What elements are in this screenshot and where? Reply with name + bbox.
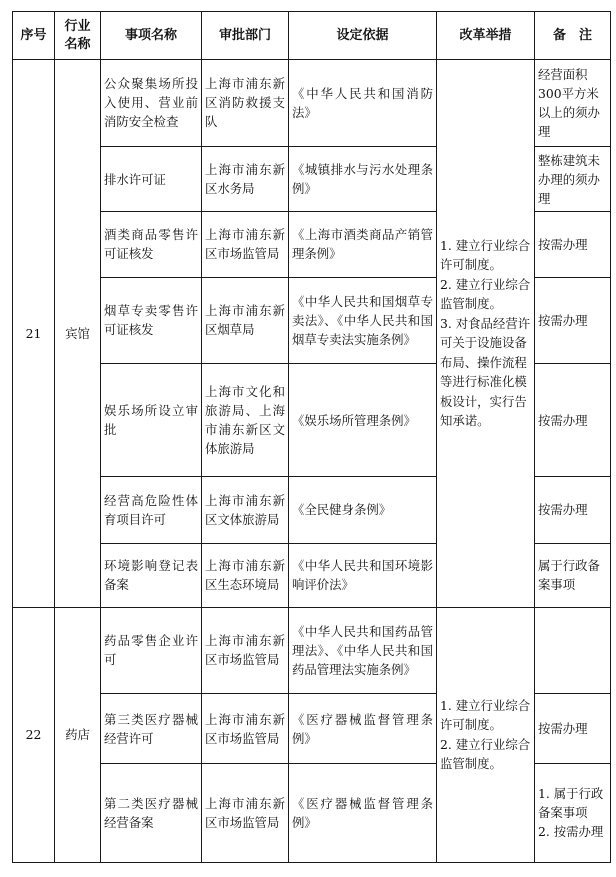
approval-dept: 上海市浦东新区市场监管局 [202, 212, 289, 277]
item-name: 第二类医疗器械经营备案 [101, 763, 202, 862]
approval-items-table [12, 11, 611, 863]
approval-dept: 上海市浦东新区市场监管局 [202, 763, 289, 862]
approval-dept: 上海市文化和旅游局、上海市浦东新区文体旅游局 [202, 364, 289, 476]
item-name: 第三类医疗器械经营许可 [101, 694, 202, 763]
item-name: 环境影响登记表备案 [101, 544, 202, 607]
table-row [13, 607, 611, 694]
remark: 按需办理 [535, 212, 611, 277]
legal-basis: 《娱乐场所管理条例》 [289, 364, 437, 476]
approval-dept: 上海市浦东新区市场监管局 [202, 607, 289, 694]
group-seq: 22 [13, 607, 55, 862]
remark: 整栋建筑未办理的须办理 [535, 146, 611, 211]
approval-dept: 上海市浦东新区市场监管局 [202, 694, 289, 763]
header-row [13, 12, 611, 60]
remark: 属于行政备案事项 [535, 544, 611, 607]
reform-measures: 1. 建立行业综合许可制度。 2. 建立行业综合监管制度。 3. 对食品经营许可关于设施设备布局、操作流程等进行标准化模板设计，实行告知承诺。 [437, 60, 535, 608]
group-seq: 21 [13, 60, 55, 608]
remark: 按需办理 [535, 476, 611, 543]
item-name: 娱乐场所设立审批 [101, 364, 202, 476]
header-reform: 改革举措 [437, 12, 535, 60]
item-name: 公众聚集场所投入使用、营业前消防安全检查 [101, 60, 202, 147]
legal-basis: 《全民健身条例》 [289, 476, 437, 543]
reform-measures: 1. 建立行业综合许可制度。 2. 建立行业综合监管制度。 [437, 607, 535, 862]
header-seq: 序号 [13, 12, 55, 60]
header-industry: 行业 名称 [55, 12, 101, 60]
approval-dept: 上海市浦东新区消防救援支队 [202, 60, 289, 147]
item-name: 酒类商品零售许可证核发 [101, 212, 202, 277]
approval-dept: 上海市浦东新区文体旅游局 [202, 476, 289, 543]
remark [535, 607, 611, 694]
item-name: 烟草专卖零售许可证核发 [101, 277, 202, 364]
header-item: 事项名称 [101, 12, 202, 60]
approval-dept: 上海市浦东新区生态环境局 [202, 544, 289, 607]
header-dept: 审批部门 [202, 12, 289, 60]
group-industry: 宾馆 [55, 60, 101, 608]
remark: 经营面积300平方米以上的须办理 [535, 60, 611, 147]
item-name: 经营高危险性体育项目许可 [101, 476, 202, 543]
legal-basis: 《中华人民共和国烟草专卖法》、《中华人民共和国烟草专卖法实施条例》 [289, 277, 437, 364]
legal-basis: 《中华人民共和国药品管理法》、《中华人民共和国药品管理法实施条例》 [289, 607, 437, 694]
legal-basis: 《上海市酒类商品产销管理条例》 [289, 212, 437, 277]
legal-basis: 《城镇排水与污水处理条例》 [289, 146, 437, 211]
item-name: 药品零售企业许可 [101, 607, 202, 694]
approval-dept: 上海市浦东新区水务局 [202, 146, 289, 211]
remark: 按需办理 [535, 277, 611, 364]
header-note: 备 注 [535, 12, 611, 60]
legal-basis: 《医疗器械监督管理条例》 [289, 694, 437, 763]
legal-basis: 《中华人民共和国消防法》 [289, 60, 437, 147]
remark: 按需办理 [535, 364, 611, 476]
item-name: 排水许可证 [101, 146, 202, 211]
approval-dept: 上海市浦东新区烟草局 [202, 277, 289, 364]
legal-basis: 《中华人民共和国环境影响评价法》 [289, 544, 437, 607]
table-row [13, 60, 611, 147]
remark: 按需办理 [535, 694, 611, 763]
group-industry: 药店 [55, 607, 101, 862]
header-basis: 设定依据 [289, 12, 437, 60]
remark: 1. 属于行政备案事项 2. 按需办理 [535, 763, 611, 862]
legal-basis: 《医疗器械监督管理条例》 [289, 763, 437, 862]
